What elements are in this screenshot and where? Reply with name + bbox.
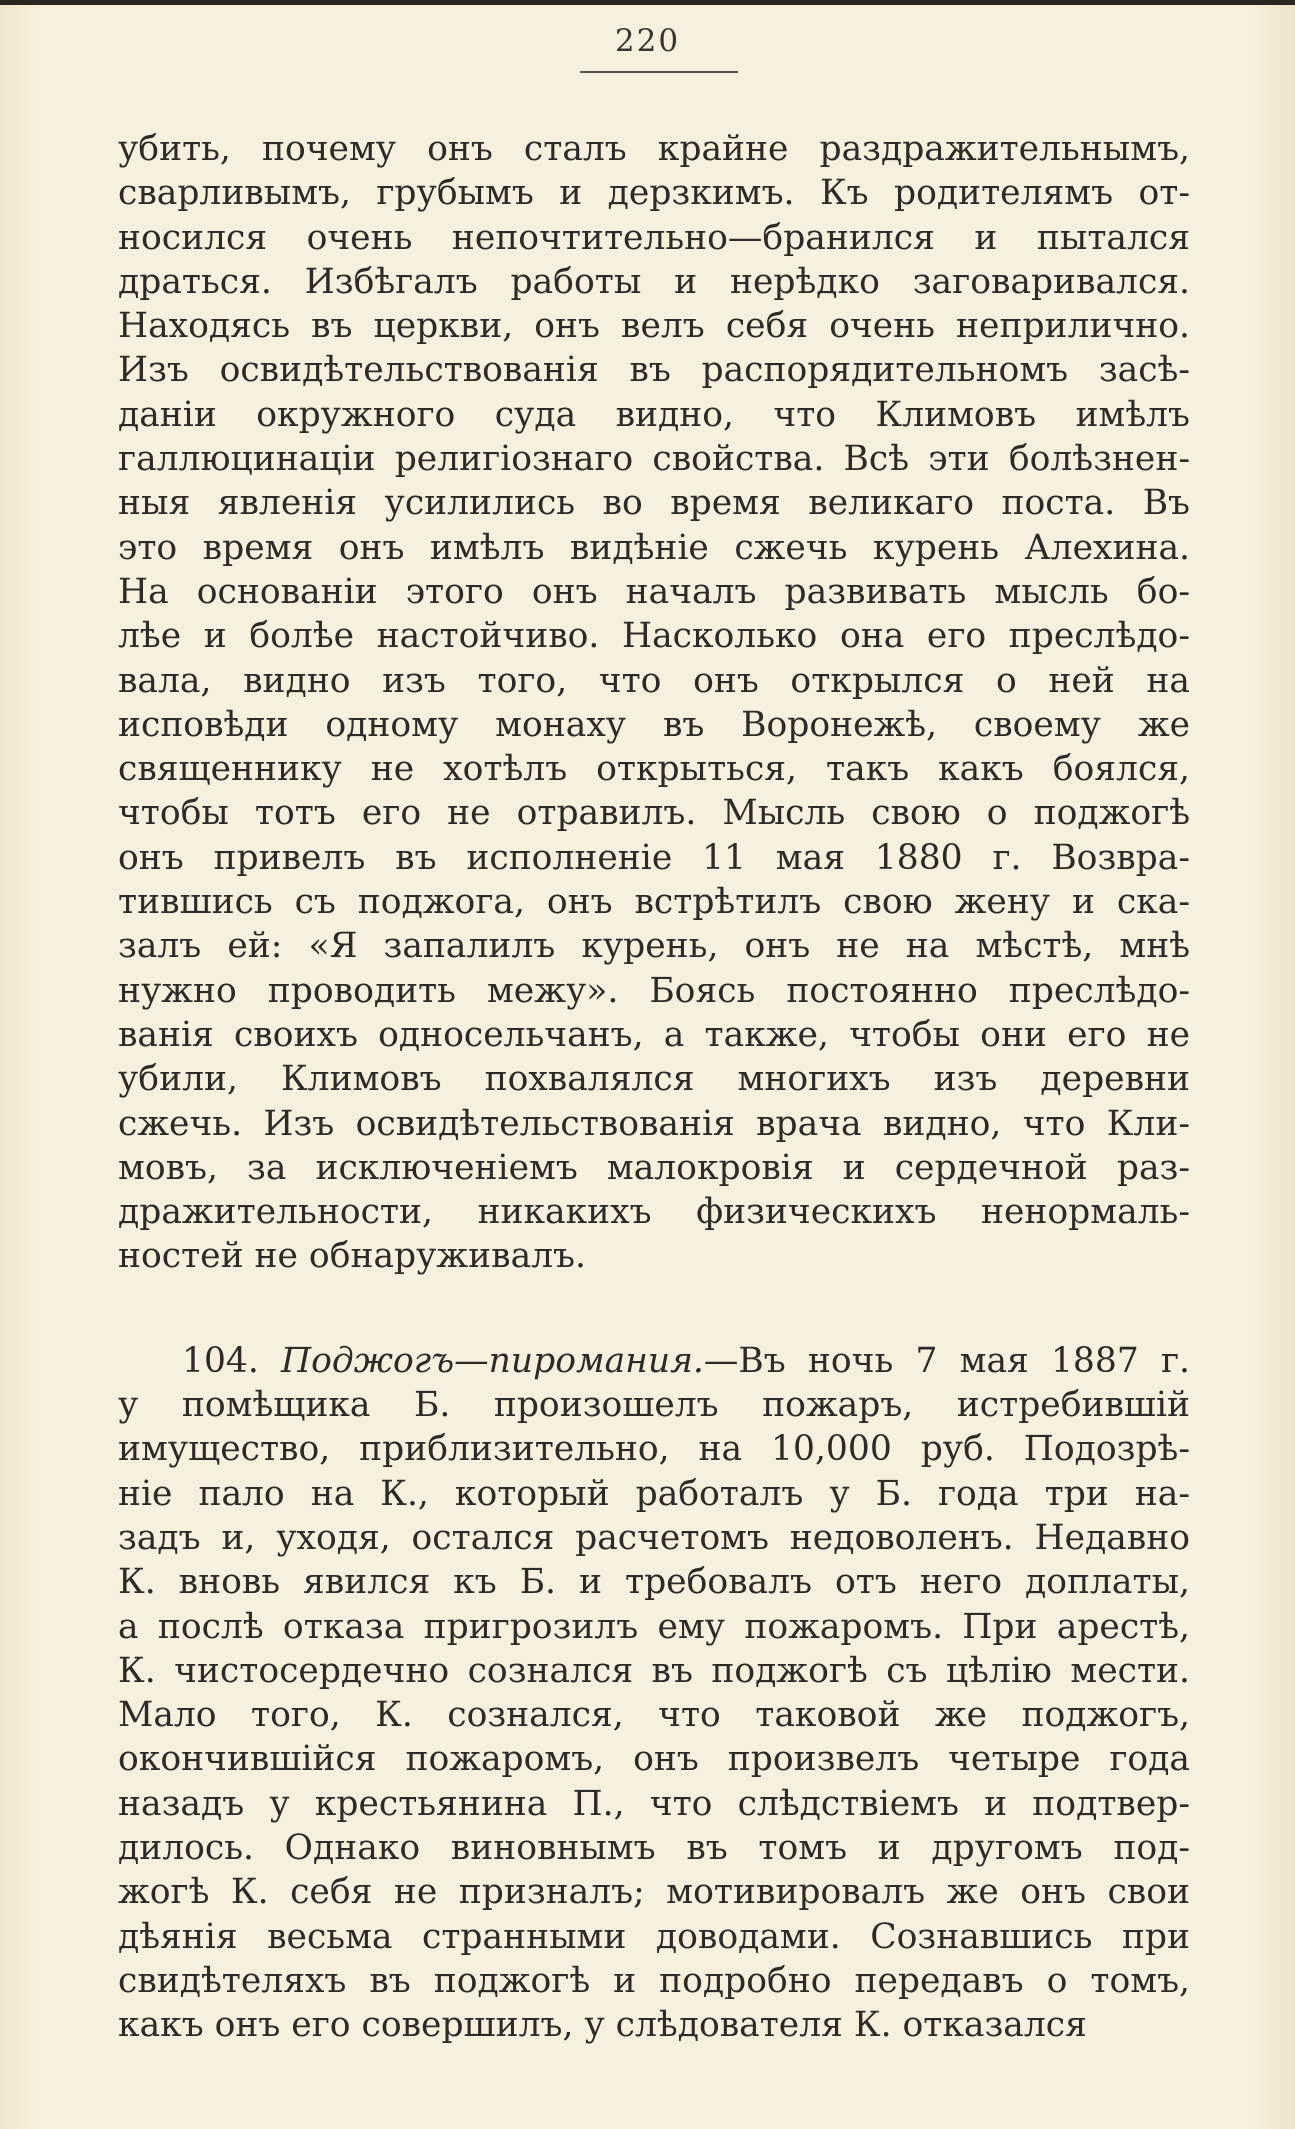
text-line: даніи окружного суда видно, что Климовъ имѣлъ: [118, 394, 1190, 435]
text-line: К. вновь явился къ Б. и требовалъ отъ него доплаты,: [118, 1562, 1190, 1603]
page-text: [118, 127, 1190, 2047]
text-line: дѣянія весьма странными доводами. Сознавшись при: [118, 1916, 1190, 1957]
text-line: дражительности, никакихъ физическихъ ненормаль-: [118, 1192, 1190, 1233]
text-line: онъ привелъ въ исполненіе 11 мая 1880 г. Возвра-: [118, 837, 1190, 878]
text-line: сжечь. Изъ освидѣтельствованія врача видно, что Кли-: [118, 1103, 1190, 1144]
text-line: галлюцинаціи религіознаго свойства. Всѣ эти болѣзнен-: [118, 439, 1190, 480]
text-line: назадъ у крестьянина П., что слѣдствіемъ и подтвер-: [118, 1783, 1190, 1824]
paragraph-1: [118, 127, 1190, 1279]
text-line: убили, Климовъ похвалялся многихъ изъ деревни: [118, 1059, 1190, 1100]
text-line: у помѣщика Б. произошелъ пожаръ, истребившій: [118, 1385, 1190, 1426]
text-line: это время онъ имѣлъ видѣніе сжечь курень Алехина.: [118, 527, 1190, 568]
text-line: свидѣтеляхъ въ поджогѣ и подробно передавъ о томъ,: [118, 1960, 1190, 2001]
text-line: К. чистосердечно сознался въ поджогѣ съ цѣлію мести.: [118, 1650, 1190, 1691]
text-line: дилось. Однако виновнымъ въ томъ и другомъ под-: [118, 1827, 1190, 1868]
text-line: ныя явленія усилились во время великаго поста. Въ: [118, 483, 1190, 524]
text-line: нужно проводить межу». Боясь постоянно преслѣдо-: [118, 970, 1190, 1011]
text-line: Находясь въ церкви, онъ велъ себя очень неприлично.: [118, 306, 1190, 347]
text-line: ванія своихъ односельчанъ, а также, чтобы они его не: [118, 1014, 1190, 1055]
paragraph-2: [118, 1339, 1190, 2048]
page-number: 220: [614, 23, 681, 59]
text-line: ностей не обнаруживалъ.: [118, 1236, 586, 1277]
paragraph-gap: [118, 1279, 1190, 1339]
text-line: залъ ей: «Я запалилъ курень, онъ не на мѣстѣ, мнѣ: [118, 926, 1190, 967]
case-number: 104.: [182, 1340, 259, 1381]
text-line: священнику не хотѣлъ открыться, такъ какъ боялся,: [118, 749, 1190, 790]
text-line: вала, видно изъ того, что онъ открылся о ней на: [118, 660, 1190, 701]
text-line: Мало того, К. сознался, что таковой же поджогъ,: [118, 1695, 1190, 1736]
text-line: имущество, приблизительно, на 10,000 руб. Подозрѣ-: [118, 1429, 1190, 1470]
text-line: жогѣ К. себя не призналъ; мотивировалъ же онъ свои: [118, 1872, 1190, 1913]
text-line: окончившійся пожаромъ, онъ произвелъ четыре года: [118, 1739, 1190, 1780]
text-line: задъ и, уходя, остался расчетомъ недоволенъ. Недавно: [118, 1517, 1190, 1558]
text-line: исповѣди одному монаху въ Воронежѣ, своему же: [118, 704, 1190, 745]
text-line: На основаніи этого онъ началъ развивать мысль бо-: [118, 571, 1190, 612]
case-title: Поджогъ—пиромания.: [281, 1340, 704, 1381]
text-line: драться. Избѣгалъ работы и нерѣдко заговаривался.: [118, 261, 1190, 302]
book-page: [0, 5, 1295, 2129]
text-line: Изъ освидѣтельствованія въ распорядительномъ засѣ-: [118, 350, 1190, 391]
text-line: носился очень непочтительно—бранился и пытался: [118, 217, 1190, 258]
text-line: убить, почему онъ сталъ крайне раздражительнымъ,: [118, 129, 1190, 169]
text-line: тившись съ поджога, онъ встрѣтилъ свою жену и ска-: [118, 882, 1190, 923]
text-line: а послѣ отказа пригрозилъ ему пожаромъ. При арестѣ,: [118, 1606, 1190, 1647]
text-line: чтобы тотъ его не отравилъ. Мысль свою о поджогѣ: [118, 793, 1190, 834]
first-line-rest: —Въ ночь 7 мая 1887 г.: [703, 1340, 1190, 1381]
text-line: мовъ, за исключеніемъ малокровія и сердечной раз-: [118, 1147, 1190, 1188]
text-line: сварливымъ, грубымъ и дерзкимъ. Къ родителямъ от-: [118, 173, 1190, 214]
text-line: ніе пало на К., который работалъ у Б. года три на-: [118, 1473, 1190, 1514]
text-line: лѣе и болѣе настойчиво. Насколько она его преслѣдо-: [118, 616, 1190, 657]
text-line: какъ онъ его совершилъ, у слѣдователя К. отказался: [118, 2005, 1087, 2046]
paragraph-2-first-line: [118, 1339, 1190, 1383]
header-rule: [580, 71, 738, 73]
